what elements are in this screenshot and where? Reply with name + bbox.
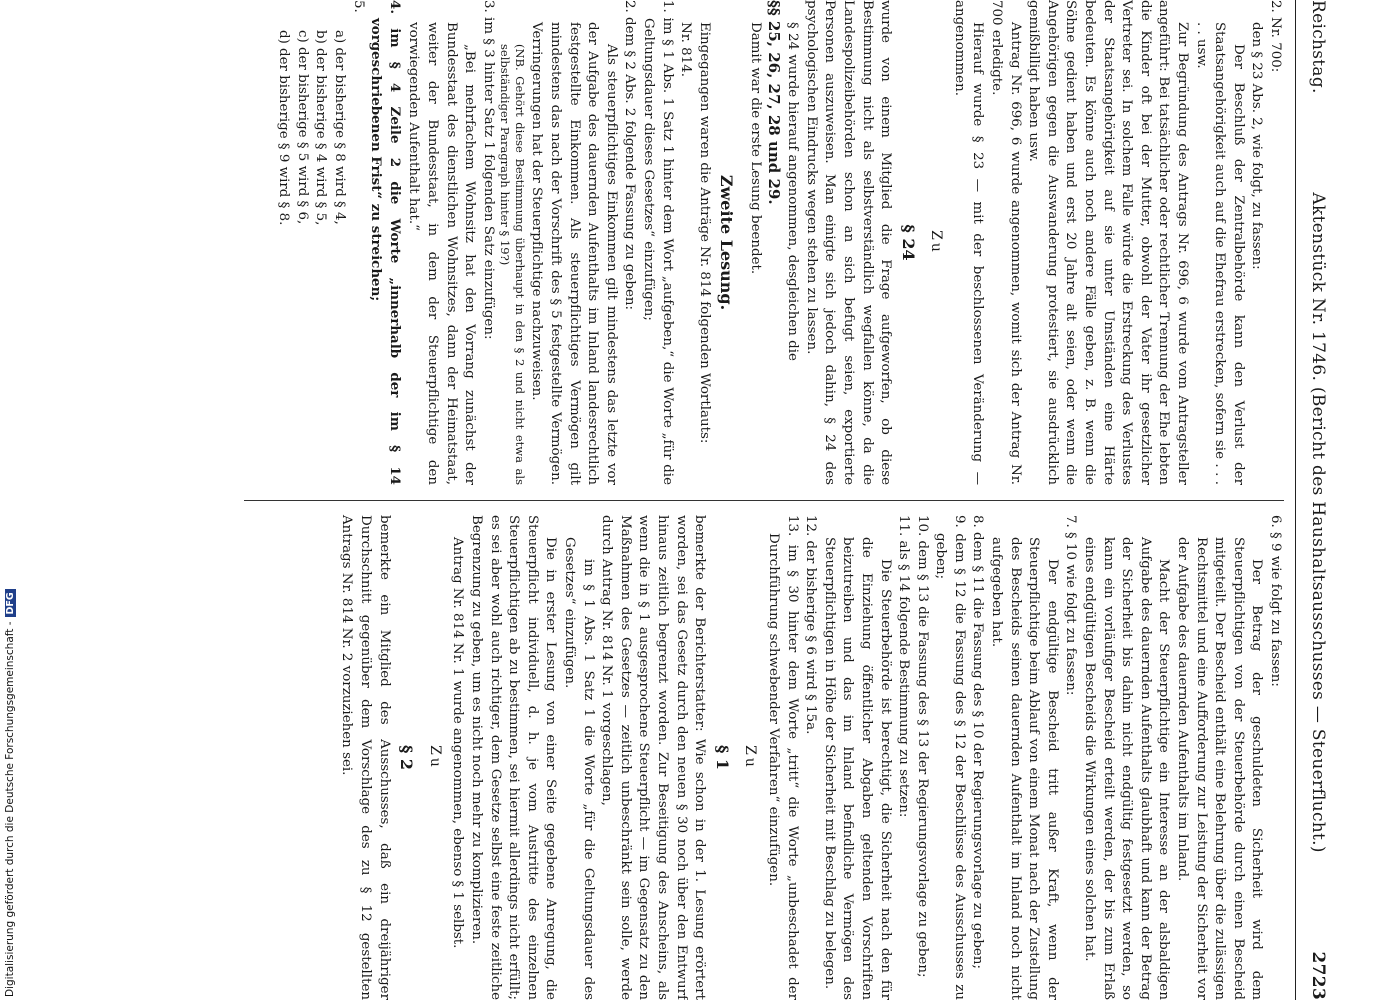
footer-text: Digitalisierung gefördert durch die Deutsche Forschungsgemeinschaft - [4, 621, 16, 997]
paragraph: 2. dem § 2 Abs. 2 folgende Fassung zu geben: [622, 0, 638, 311]
paragraph: 12. der bisherige § 6 wird § 15a. [803, 515, 819, 735]
paragraph: a) der bisherige § 8 wird § 4, [332, 30, 348, 225]
paragraph: Der endgültige Bescheid tritt außer Kraft, wenn der Steuerpflichtige beim Ablauf von einem Monat nach der Zustellung des Bescheids seinen dauernden Aufenthalt im Inland noch nicht aufgegeben hat. [989, 537, 1060, 1000]
paragraph: Die in erster Lesung von einer Seite gegebene Anregung, die Steuerpflicht individuell, d. h. je vom Austritte des einzelnen Steuerpflichtigen ab zu bestimmen, sei hiermit allerdings nicht erfüllt; es sei aber wohl auch richtiger, dem Gesetze selbst eine feste zeitliche Begrenzung zu geben, um es nicht noch mehr zu komplizieren. [469, 515, 559, 1000]
paragraph: Zur Begründung des Antrags Nr. 696, 6 wurde vom Antragsteller angeführt: Bei tatsächlicher oder rechtlicher Trennung der Ehe lebten die Kinder oft bei der Mutter, obwohl der Vater ihr gesetzlicher Vertreter sei. In solchem Falle würde die Erstreckung des Verlustes der Staatsangehörigkeit auf sie unter Umständen eine Härte bedeuten. Es könne auch noch andere Fälle geben, z. B. wenn die Söhne gedient haben und erst 20 Jahre alt seien, oder wenn die Angehörigen gegen die Auswanderung protestiert, sie ausdrücklich gemißbilligt haben usw. [1026, 0, 1191, 485]
page-header [1295, 0, 1340, 1000]
paragraph: 2. Nr. 700: [1268, 0, 1283, 73]
paragraph: (NB. Gehört diese Bestimmung überhaupt in den § 2 und nicht etwa als selbständiger Paragraph hinter § 19?) [497, 44, 527, 485]
paragraph: §§ 25, 26, 27, 28 und 29. [764, 0, 783, 205]
paragraph: b) der bisherige § 4 wird § 5, [313, 30, 329, 226]
dfg-logo: DFG [5, 589, 16, 617]
column-divider [244, 500, 1284, 501]
paragraph: Damit war die erste Lesung beendet. [747, 22, 763, 275]
paragraph: § 24 [898, 224, 918, 261]
header-title: Aktenstück Nr. 1746. (Bericht des Haushaltsausschusses — Steuerflucht.) [1308, 192, 1328, 853]
paragraph: „Bei mehrfachem Wohnsitz hat den Vorrang zunächst der Bundesstaat des dienstlichen Wohnsitzes, dann der Heimatstaat, weiter der Bundesstaat, in dem der Steuerpflichtige den vorwiegenden Aufenthalt hat.“ [406, 22, 478, 485]
paragraph: Der Betrag der geschuldeten Sicherheit wird dem Steuerpflichtigen von der Steuerbehörde durch einen Bescheid mitgeteilt. Der Bescheid enthält eine Belehrung über die zulässigen Rechtsmittel und eine Aufforderung zur Leistung der Sicherheit vor der Aufgabe des dauernden Aufenthalts im Inland. [1175, 537, 1265, 1000]
paragraph: bemerkte ein Mitglied des Ausschusses, daß ein dreijähriger Durchschnitt gegenüber dem Vorschlage des zu § 12 gestellten Antrags Nr. 814 Nr. 2 vorzuziehen sei. [339, 515, 392, 1000]
paragraph: 5. [350, 0, 366, 13]
paragraph: 9. dem § 12 die Fassung des § 12 der Beschlüsse des Ausschusses zu geben; [933, 515, 967, 1000]
left-column [274, 0, 1284, 485]
paragraph: Die Steuerbehörde ist berechtigt, die Sicherheit nach den für die Einziehung öffentlicher Abgaben geltenden Vorschriften beizutreiben und das im Inland befindliche Vermögen des Steuerpflichtigen in Höhe der Sicherheit mit Beschlag zu belegen. [821, 537, 893, 1000]
digitization-footer [4, 589, 18, 997]
paragraph: Als steuerpflichtiges Einkommen gilt mindestens das letzte vor der Aufgabe des dauernden Aufenthalts im Inland landesrechtlich festgestellte Einkommen. Als steuerpflichtiges Vermögen gilt mindestens das nach der Vorschrift des § 5 festgestellte Vermögen. Verringerungen hat der Steuerpflichtige nachzuweisen. [529, 22, 619, 485]
paragraph: Zweite Lesung. [717, 174, 737, 311]
paragraph: Eingegangen waren die Anträge Nr. 814 folgenden Wortlauts: [696, 22, 712, 444]
paragraph: 6. § 9 wie folgt zu fassen: [1268, 515, 1283, 687]
paragraph: § 2 [397, 744, 417, 771]
paragraph: bemerkte der Berichterstatter: Wie schon in der 1. Lesung erörtert worden, sei das Gesetz durch den neuen § 30 noch über den Entwurf hinaus zeitlich begrenzt worden. Zur Beseitigung des Anscheins, als wenn die in § 1 ausgesprochene Steuerpflicht — im Gegensatz zu den Maßnahmen des Gesetzes — zeitlich unbeschränkt sein solle, werde durch Antrag Nr. 814 Nr. 1 vorgeschlagen, [599, 515, 708, 1000]
paragraph: Zu [742, 745, 759, 770]
paragraph: Zu [426, 745, 443, 770]
paragraph: 13. im § 30 hinter dem Worte „tritt“ die Worte „unbeschadet der Durchführung schwebender Verfahren“ einzufügen. [765, 515, 800, 1000]
paragraph: Nr. 814. [678, 22, 694, 77]
paragraph: Hierauf wurde § 23 — mit der beschlossenen Veränderung — angenommen. [951, 0, 986, 485]
paragraph: d) der bisherige § 9 wird § 8. [276, 30, 292, 226]
right-column [337, 515, 1284, 1000]
paragraph: § 24 wurde hierauf angenommen, desgleichen die [785, 22, 801, 361]
paragraph: Der Beschluß der Zentralbehörde kann den Verlust der Staatsangehörigkeit auch auf die Ehefrau erstrecken, sofern sie . . . . . usw. [1193, 22, 1246, 485]
paragraph: 3. im § 3 hinter Satz 1 folgenden Satz einzufügen: [480, 0, 496, 340]
paragraph: 4. im § 4 Zeile 2 die Worte „innerhalb der im § 14 vorgeschriebenen Frist“ zu streichen; [368, 0, 403, 485]
page-number: 2723 [1308, 951, 1328, 1000]
paragraph: 1. im § 1 Abs. 1 Satz 1 hinter dem Wort „aufgeben,“ die Worte „für die Geltungsdauer dieses Gesetzes“ einzufügen; [641, 0, 675, 485]
paragraph: 8. dem § 11 die Fassung des § 10 der Regierungsvorlage zu geben; [970, 515, 986, 969]
paragraph: c) der bisherige § 5 wird § 6, [294, 30, 310, 225]
document-page [40, 0, 1340, 1000]
paragraph: 11. als § 14 folgende Bestimmung zu setzen: [896, 515, 912, 818]
paragraph: den § 23 Abs. 2, wie folgt, zu fassen: [1249, 22, 1265, 270]
paragraph: im § 1 Abs. 1 Satz 1 die Worte „für die Geltungsdauer des Gesetzes“ einzufügen. [562, 537, 596, 1000]
paragraph: Macht der Steuerpflichtige ein Interesse an der alsbaldigen Aufgabe des dauernden Aufenthalts glaubhaft und kann der Betrag der Sicherheit bis dahin nicht endgültig festgesetzt werden, so kann ein vorläufiger Bescheid erteilt werden, der bis zum Erlaß eines endgültigen Bescheids die Wirkungen eines solchen hat. [1082, 537, 1172, 1000]
paragraph: 10. dem § 13 die Fassung des § 13 der Regierungsvorlage zu geben; [914, 515, 930, 978]
paragraph: Zu [928, 230, 945, 255]
paragraph: Antrag Nr. 814 Nr. 1 wurde angenommen, ebenso § 1 selbst. [450, 537, 466, 949]
paragraph: Antrag Nr. 696, 6 wurde angenommen, womit sich der Antrag Nr. 700 erledigte. [989, 0, 1023, 485]
header-left: Reichstag. [1308, 0, 1328, 94]
paragraph: wurde von einem Mitglied die Frage aufgeworfen, ob diese Bestimmung nicht als selbstverständlich wegfallen könne, da die Landespolizeibehörden schon an sich befugt seien, exportierte Personen auszuweisen. Man einigte sich jedoch dahin, § 24 des psychologischen Eindrucks wegen stehen zu lassen. [803, 0, 894, 485]
paragraph: § 1 [712, 744, 732, 771]
paragraph: 7. § 10 wie folgt zu fassen: [1063, 515, 1079, 696]
